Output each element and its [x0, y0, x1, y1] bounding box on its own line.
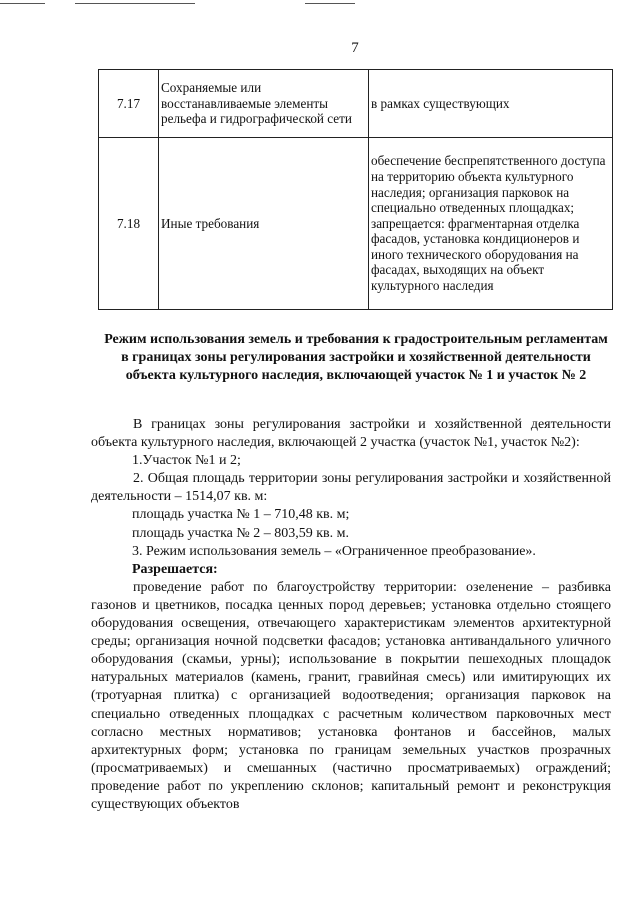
- list-item: 1.Участок №1 и 2;: [132, 453, 241, 469]
- row-number: 7.17: [99, 70, 159, 138]
- scan-edge-line: [0, 3, 45, 4]
- row-number: 7.18: [99, 138, 159, 310]
- scan-edge-line: [305, 3, 355, 4]
- area-line: площадь участка № 1 – 710,48 кв. м;: [132, 507, 350, 523]
- row-name: Сохраняемые или восстанавливаемые элементы рельефа и гидрографической сети: [159, 70, 369, 138]
- scan-edge-line: [75, 3, 195, 4]
- table-row: [99, 138, 613, 310]
- requirements-table: [98, 69, 613, 310]
- table-row: [99, 70, 613, 138]
- row-value: обеспечение беспрепятственного доступа на территорию объекта культурного наследия; организация парковок на специально отведенных площадках; запрещается: фрагментарная отделка фасадов, установка кондиционеров и иного технического оборудования на фасадах, выходящих на объект культурного наследия: [369, 138, 613, 310]
- list-item: 3. Режим использования земель – «Ограниченное преобразование».: [132, 543, 536, 559]
- body-text: [91, 416, 611, 814]
- intro-paragraph: В границах зоны регулирования застройки и хозяйственной деятельности объекта культурного наследия, включающей 2 участка (участок №1, участок №2):: [91, 417, 611, 451]
- row-name: Иные требования: [159, 138, 369, 310]
- list-item: 2. Общая площадь территории зоны регулирования застройки и хозяйственной деятельности – 1514,07 кв. м:: [91, 471, 611, 505]
- allowed-label: Разрешается:: [132, 561, 218, 577]
- allowed-paragraph: проведение работ по благоустройству территории: озеленение – разбивка газонов и цветников, посадка ценных пород деревьев; установка отдельно стоящего оборудования освещения, отвечающего характеристикам элементов архитектурной среды; организация ночной подсветки фасадов; установка антивандального уличного оборудования (скамьи, урны); использование в покрытии пешеходных площадок натуральных материалов (камень, гранит, гравийная смесь) или имитирующих их (тротуарная плитка) с организацией водоотведения; организация парковок на специально отведенных площадках с расчетным количеством парковочных мест согласно местных нормативов; установка фонтанов и бассейнов, малых архитектурных форм; установка по границам земельных участков прозрачных (просматриваемых) и смешанных (частично просматриваемых) ограждений; проведение работ по укреплению склонов; капитальный ремонт и реконструкция существующих объектов: [91, 579, 611, 812]
- section-heading: Режим использования земель и требования к градостроительным регламентам в границах зоны регулирования застройки и хозяйственной деятельности объекта культурного наследия, включающей участок № 1 и участок № 2: [104, 332, 608, 383]
- row-value: в рамках существующих: [369, 70, 613, 138]
- area-line: площадь участка № 2 – 803,59 кв. м.: [132, 525, 349, 541]
- page-number: 7: [351, 40, 359, 56]
